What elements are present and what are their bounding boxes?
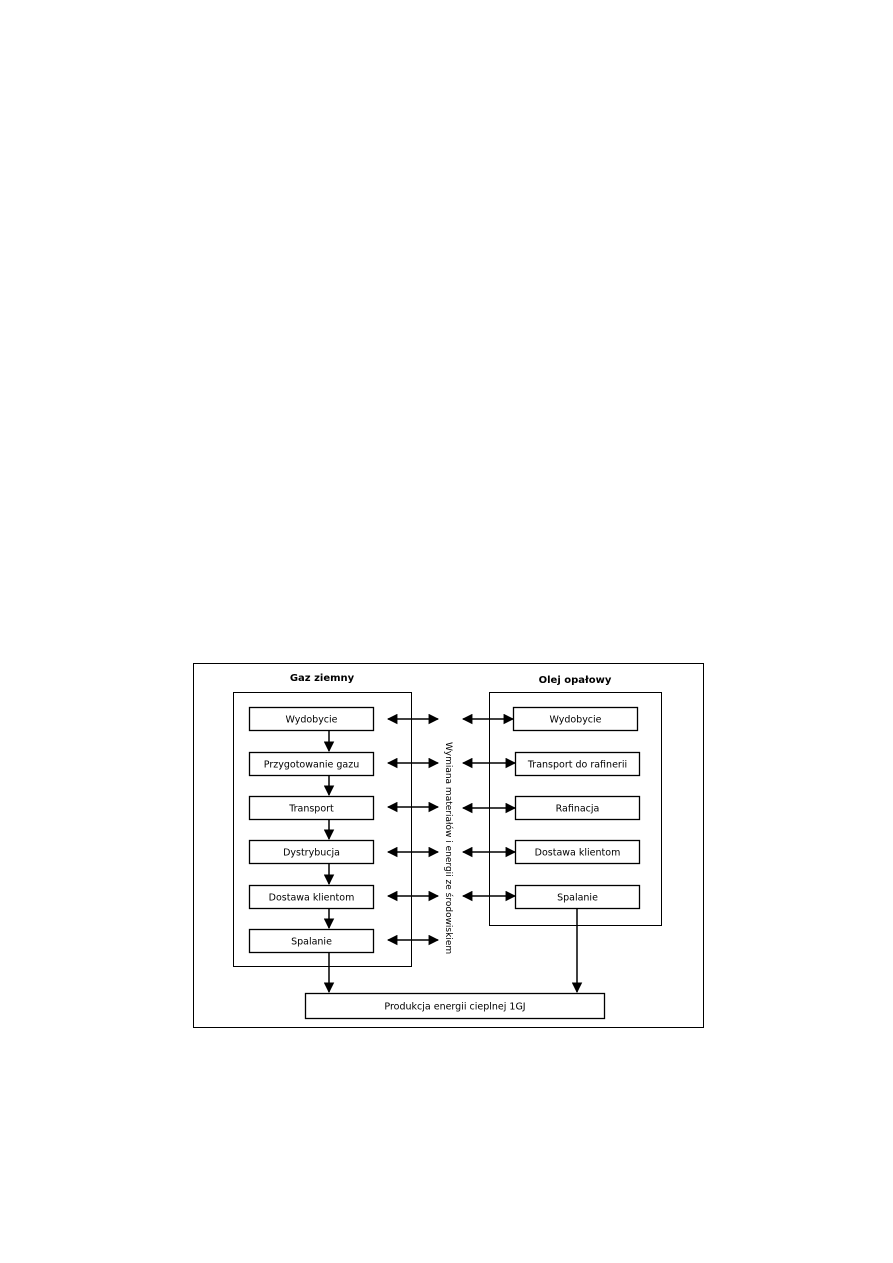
gas-step-label: Dostawa klientom: [268, 892, 355, 904]
oil-column-title: Olej opałowy: [538, 675, 612, 686]
oil-step-label: Spalanie: [557, 892, 598, 904]
gas-step: [250, 886, 374, 909]
oil-step: [514, 708, 638, 731]
gas-step: [250, 797, 374, 820]
gas-step-label: Transport: [289, 803, 334, 815]
gas-step-label: Spalanie: [291, 936, 332, 948]
output-box: [306, 994, 605, 1019]
gas-exchange-arrows: [388, 719, 438, 940]
gas-step: [250, 930, 374, 953]
gas-step-label: Dystrybucja: [283, 847, 340, 859]
oil-step: [516, 841, 640, 864]
gas-column-title: Gaz ziemny: [289, 673, 355, 684]
output-label: Produkcja energii cieplnej 1GJ: [384, 1001, 526, 1013]
gas-step: [250, 753, 374, 776]
exchange-label: Wymiana materiałów i energii ze środowiskiem: [443, 742, 453, 955]
gas-step-label: Wydobycie: [285, 714, 338, 726]
oil-step-label: Wydobycie: [549, 714, 602, 726]
oil-step-label: Dostawa klientom: [534, 847, 621, 859]
gas-step: [250, 708, 374, 731]
oil-step: [516, 886, 640, 909]
gas-step: [250, 841, 374, 864]
oil-step: [516, 753, 640, 776]
oil-step: [516, 797, 640, 820]
gas-group-box: [234, 693, 412, 967]
oil-step-label: Rafinacja: [555, 803, 600, 815]
gas-step-label: Przygotowanie gazu: [263, 759, 360, 771]
oil-step-label: Transport do rafinerii: [527, 759, 628, 771]
